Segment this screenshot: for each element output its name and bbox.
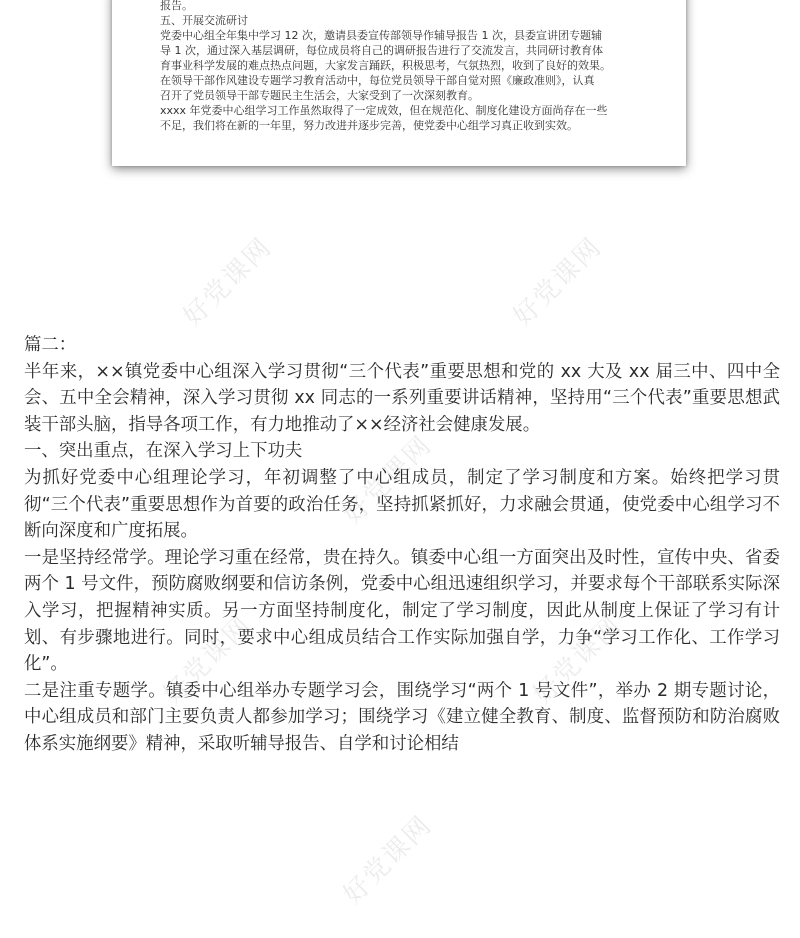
- doc-line: xxxx 年党委中心组学习工作虽然取得了一定成效，但在规范化、制度化建设方面尚存在一些: [160, 104, 608, 117]
- doc-line: 导 1 次，通过深入基层调研，每位成员将自己的调研报告进行了交流发言，共同研讨教育体: [160, 44, 603, 57]
- section-label: 篇二：: [24, 335, 77, 355]
- previous-page-text: [160, 0, 642, 133]
- doc-heading: 五、开展交流研讨: [160, 14, 248, 27]
- doc-line: 不足，我们将在新的一年里，努力改进并逐步完善，使党委中心组学习真正收到实效。: [160, 119, 578, 132]
- watermark: 好党课网: [507, 232, 608, 333]
- doc-line: 召开了党员领导干部专题民主生活会，大家受到了一次深刻教育。: [160, 89, 479, 102]
- watermark: 好党课网: [527, 610, 628, 711]
- doc-line: 报告。: [160, 0, 193, 12]
- paragraph: 半年来，××镇党委中心组深入学习贯彻“三个代表”重要思想和党的 xx 大及 xx 届三中、四中全会、五中全会精神，深入学习贯彻 xx 同志的一系列重要讲话精神，坚持用“三个代表”重要思想武装干部头脑，指导各项工作，有力地推动了××经济社会健康发展。: [24, 361, 780, 435]
- doc-line: 育事业科学发展的难点热点问题，大家发言踊跃，积极思考，气氛热烈，收到了良好的效果。: [160, 59, 611, 72]
- doc-line: 在领导干部作风建设专题学习教育活动中，每位党员领导干部自觉对照《廉政准则》，认真: [160, 74, 595, 87]
- article-body: [24, 332, 780, 758]
- watermark: 好党课网: [337, 430, 438, 531]
- paragraph: 一是坚持经常学。理论学习重在经常，贵在持久。镇委中心组一方面突出及时性，宣传中央、省委两个 1 号文件，预防腐败纲要和信访条例，党委中心组迅速组织学习，并要求每个干部联系实际深入学习，把握精神实质。另一方面坚持制度化，制定了学习制度，因此从制度上保证了学习有计划、有步骤地进行。同时，要求中心组成员结合工作实际加强自学，力争“学习工作化、工作学习化”。: [24, 547, 780, 675]
- paragraph: 二是注重专题学。镇委中心组举办专题学习会，围绕学习“两个 1 号文件”，举办 2 期专题讨论，中心组成员和部门主要负责人都参加学习；围绕学习《建立健全教育、制度、监督预防和防治腐败体系实施纲要》精神，采取听辅导报告、自学和讨论相结: [24, 680, 780, 754]
- paragraph: 为抓好党委中心组理论学习，年初调整了中心组成员，制定了学习制度和方案。始终把学习贯彻“三个代表”重要思想作为首要的政治任务，坚持抓紧抓好，力求融会贯通，使党委中心组学习不断向深度和广度拓展。: [24, 467, 780, 542]
- watermark: 好党课网: [157, 610, 258, 711]
- heading: 一、突出重点，在深入学习上下功夫: [24, 441, 303, 462]
- watermark: 好党课网: [177, 232, 278, 333]
- previous-page-preview: [112, 0, 686, 166]
- doc-line: 党委中心组全年集中学习 12 次，邀请县委宣传部领导作辅导报告 1 次，县委宣讲团专题辅: [160, 29, 602, 42]
- watermark: 好党课网: [337, 810, 438, 911]
